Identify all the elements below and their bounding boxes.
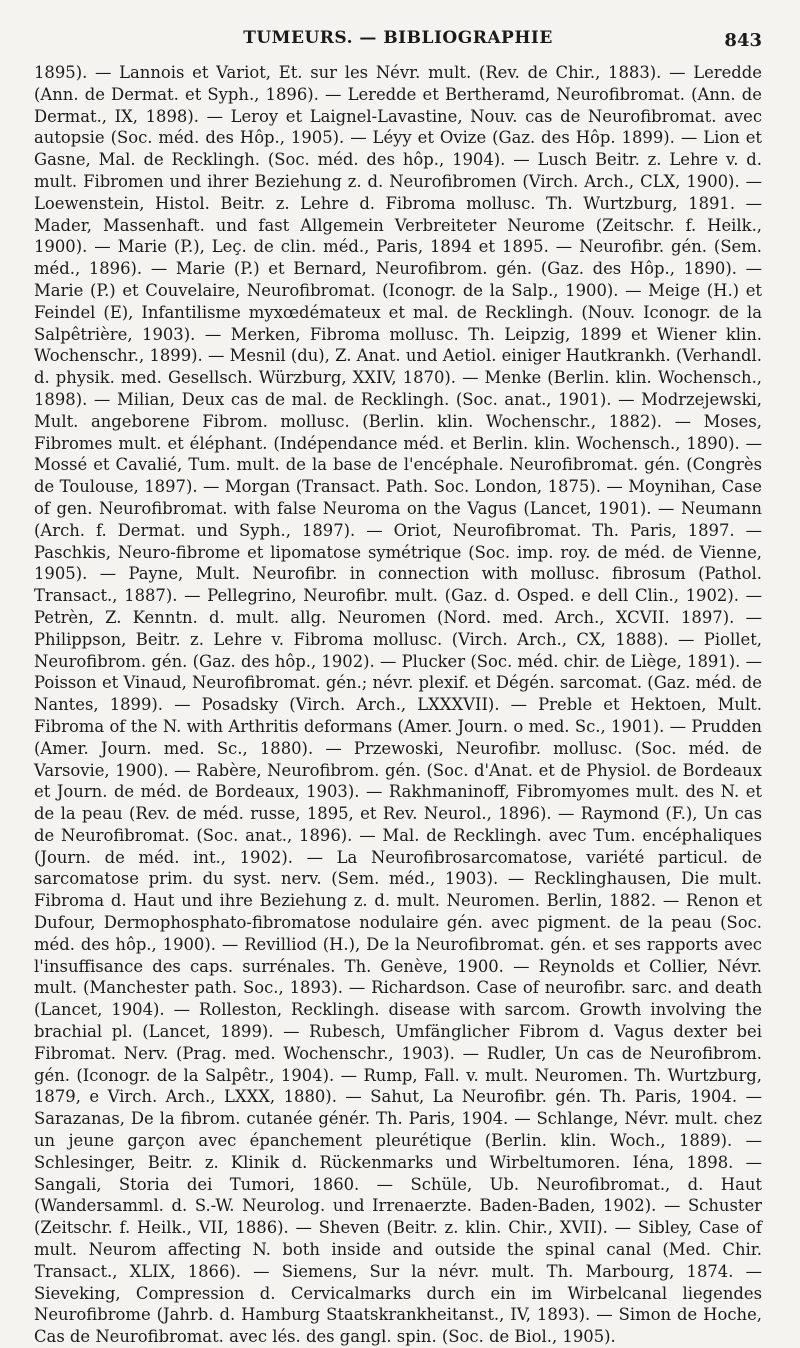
running-title: TUMEURS. — BIBLIOGRAPHIE — [243, 28, 553, 48]
bibliography-text: 1895). — Lannois et Variot, Et. sur les Névr. mult. (Rev. de Chir., 1883). — Leredde (Ann. de Dermat. et Syph., 1896). — Leredde et Bertheramd, Neurofibromat. (Ann. de Dermat., IX, 1898). — Leroy et Laignel-Lavastine, Nouv. cas de Neurofibromat. avec autopsie (Soc. méd. des Hôp., 1905). — Léyy et Ovize (Gaz. des Hôp. 1899). — Lion et Gasne, Mal. de Recklingh. (Soc. méd. des hôp., 1904). — Lusch Beitr. z. Lehre v. d. mult. Fibromen und ihrer Beziehung z. d. Neurofibromen (Virch. Arch., CLX, 1900). — Loewenstein, Histol. Beitr. z. Lehre d. Fibroma mollusc. Th. Wurtzburg, 1891. — Mader, Massenhaft. und fast Allgemein Verbreiteter Neurome (Zeitschr. f. Heilk., 1900). — Marie (P.), Leç. de clin. méd., Paris, 1894 et 1895. — Neurofibr. gén. (Sem. méd., 1896). — Marie (P.) et Bernard, Neurofibrom. gén. (Gaz. des Hôp., 1890). — Marie (P.) et Couvelaire, Neurofibromat. (Iconogr. de la Salp., 1900). — Meige (H.) et Feindel (E), Infantilisme myxœdémateux et mal. de Recklingh. (Nouv. Iconogr. de la Salpêtrière, 1903). — Merken, Fibroma mollusc. Th. Leipzig, 1899 et Wiener klin. Wochenschr., 1899). — Mesnil (du), Z. Anat. und Aetiol. einiger Hautkrankh. (Verhandl. d. physik. med. Gesellsch. Würzburg, XXIV, 1870). — Menke (Berlin. klin. Wochensch., 1898). — Milian, Deux cas de mal. de Recklingh. (Soc. anat., 1901). — Modrzejewski, Mult. angeborene Fibrom. mollusc. (Berlin. klin. Wochenschr., 1882). — Moses, Fibromes mult. et éléphant. (Indépendance méd. et Berlin. klin. Wochensch., 1890). — Mossé et Cavalié, Tum. mult. de la base de l'encéphale. Neurofibromat. gén. (Congrès de Toulouse, 1897). — Morgan (Transact. Path. Soc. London, 1875). — Moynihan, Case of gen. Neurofibromat. with false Neuroma on the Vagus (Lancet, 1901). — Neumann (Arch. f. Dermat. und Syph., 1897). — Oriot, Neurofibromat. Th. Paris, 1897. — Paschkis, Neuro-fibrome et lipomatose symétrique (Soc. imp. roy. de méd. de Vienne, 1905). — Payne, Mult. Neurofibr. in connection with mollusc. fibrosum (Pathol. Transact., 1887). — Pellegrino, Neurofibr. mult. (Gaz. d. Osped. e dell Clin., 1902). — Petrèn, Z. Kenntn. d. mult. allg. Neuromen (Nord. med. Arch., XCVII. 1897). — Philippson, Beitr. z. Lehre v. Fibroma mollusc. (Virch. Arch., CX, 1888). — Piollet, Neurofibrom. gén. (Gaz. des hôp., 1902). — Plucker (Soc. méd. chir. de Liège, 1891). — Poisson et Vinaud, Neurofibromat. gén.; névr. plexif. et Dégén. sarcomat. (Gaz. méd. de Nantes, 1899). — Posadsky (Virch. Arch., LXXXVII). — Preble et Hektoen, Mult. Fibroma of the N. with Arthritis deformans (Amer. Journ. o med. Sc., 1901). — Prudden (Amer. Journ. med. Sc., 1880). — Przewoski, Neurofibr. mollusc. (Soc. méd. de Varsovie, 1900). — Rabère, Neurofibrom. gén. (Soc. d'Anat. et de Physiol. de Bordeaux et Journ. de méd. de Bordeaux, 1903). — Rakhmaninoff, Fibromyomes mult. des N. et de la peau (Rev. de méd. russe, 1895, et Rev. Neurol., 1896). — Raymond (F.), Un cas de Neurofibromat. (Soc. anat., 1896). — Mal. de Recklingh. avec Tum. encéphaliques (Journ. de méd. int., 1902). — La Neurofibrosarcomatose, variété particul. de sarcomatose prim. du syst. nerv. (Sem. méd., 1903). — Recklinghausen, Die mult. Fibroma d. Haut und ihre Beziehung z. d. mult. Neuromen. Berlin, 1882. — Renon et Dufour, Dermophosphato-fibromatose nodulaire gén. avec pigment. de la peau (Soc. méd. des hôp., 1900). — Revilliod (H.), De la Neurofibromat. gén. et ses rapports avec l'insuffisance des caps. surrénales. Th. Genève, 1900. — Reynolds et Collier, Névr. mult. (Manchester path. Soc., 1893). — Richardson. Case of neurofibr. sarc. and death (Lancet, 1904). — Rolleston, Recklingh. disease with sarcom. Growth involving the brachial pl. (Lancet, 1899). — Rubesch, Umfänglicher Fibrom d. Vagus dexter bei Fibromat. Nerv. (Prag. med. Wochenschr., 1903). — Rudler, Un cas de Neurofibrom. gén. (Iconogr. de la Salpêtr., 1904). — Rump, Fall. v. mult. Neuromen. Th. Wurtzburg, 1879, e Virch. Arch., LXXX, 1880). — Sahut, La Neurofibr. gén. Th. Paris, 1904. — Sarazanas, De la fibrom. cutanée génér. Th. Paris, 1904. — Schlange, Névr. mult. chez un jeune garçon avec épanchement pleurétique (Berlin. klin. Woch., 1889). — Schlesinger, Beitr. z. Klinik d. Rückenmarks und Wirbeltumoren. Iéna, 1898. — Sangali, Storia dei Tumori, 1860. — Schüle, Ub. Neurofibromat., d. Haut (Wandersamml. d. S.-W. Neurolog. und Irrenaerzte. Baden-Baden, 1902). — Schuster (Zeitschr. f. Heilk., VII, 1886). — Sheven (Beitr. z. klin. Chir., XVII). — Sibley, Case of mult. Neurom affecting N. both inside and outside the spinal canal (Med. Chir. Transact., XLIX, 1866). — Siemens, Sur la névr. mult. Th. Marbourg, 1874. — Sieveking, Compression d. Cervicalmarks durch ein im Wirbelcanal liegendes Neurofibrome (Jahrb. d. Hamburg Staatskrankheitanst., IV, 1893). — Simon de Hoche, Cas de Neurofibromat. avec lés. des gangl. spin. (Soc. de Biol., 1905). — [34, 63, 762, 1347]
page-number: 843 — [724, 30, 762, 51]
page-header — [34, 28, 762, 62]
